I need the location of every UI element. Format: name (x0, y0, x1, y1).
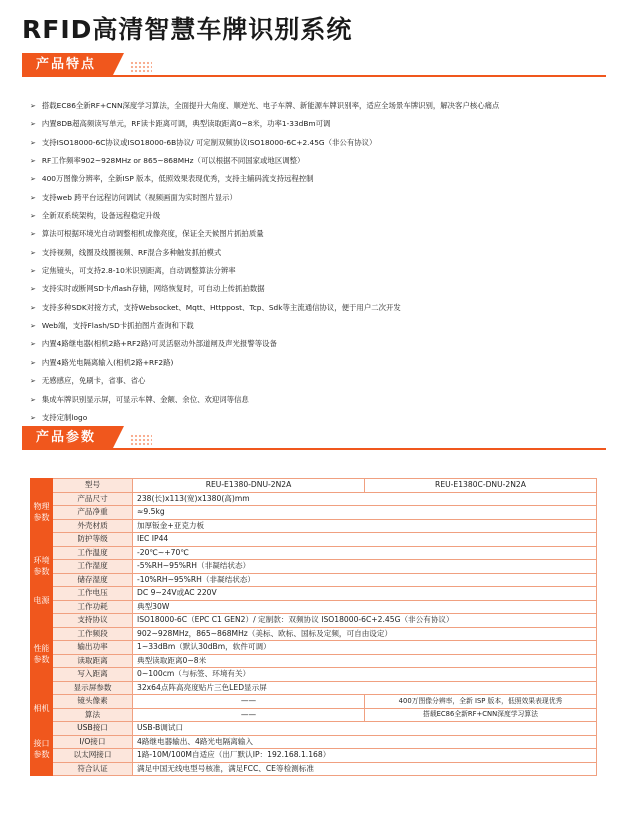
table-row (31, 479, 597, 493)
decorative-dots (130, 434, 152, 446)
feature-item (30, 262, 610, 280)
feature-text: 400万图像分辨率，全新ISP 版本，低照效果表现优秀，支持主辅码流支持远程控制 (41, 174, 314, 184)
bullet-arrow-icon: ➢ (30, 322, 36, 331)
bullet-arrow-icon: ➢ (30, 395, 36, 404)
spec-value: 典型读取距离0~8米 (133, 654, 597, 668)
table-row (31, 533, 597, 547)
spec-key: 以太网接口 (53, 749, 133, 763)
spec-value: -10%RH~95%RH（非凝结状态） (133, 573, 597, 587)
feature-text: 搭载EC86全新RF+CNN深度学习算法，全面提升大角度、顺逆光、电子车牌、新能源车牌识别率，适应全场景车牌识别，解决客户核心痛点 (41, 101, 500, 110)
bullet-arrow-icon: ➢ (30, 340, 36, 349)
table-row (31, 492, 597, 506)
spec-key: 工作功耗 (53, 600, 133, 614)
bullet-arrow-icon: ➢ (30, 230, 36, 239)
feature-item (30, 225, 610, 243)
feature-item (30, 354, 610, 372)
spec-key: 输出功率 (53, 641, 133, 655)
feature-text: 支持定制logo (41, 412, 88, 422)
spec-key: 符合认证 (53, 762, 133, 776)
feature-text: 支持视频，线圈及线圈视频、RF混合多种触发抓拍模式 (41, 247, 222, 257)
spec-key: USB接口 (53, 722, 133, 736)
table-row (31, 560, 597, 574)
spec-value: USB-B调试口 (133, 722, 597, 736)
feature-item (30, 391, 610, 409)
feature-item (30, 152, 610, 170)
spec-key: 工作频段 (53, 627, 133, 641)
feature-item (30, 299, 610, 317)
bullet-arrow-icon: ➢ (30, 285, 36, 294)
features-section-label: 产品特点 (22, 53, 112, 77)
group-label-interface: 接口参数 (31, 722, 53, 776)
spec-value: 0~100cm（与标签、环境有关） (133, 668, 597, 682)
feature-item (30, 97, 610, 115)
feature-text: 内置4路光电隔离输入(相机2路+RF2路) (41, 357, 174, 367)
feature-text: Web端，支持Flash/SD卡抓拍图片查询和下载 (41, 321, 194, 331)
table-row (31, 641, 597, 655)
decorative-dots (130, 61, 152, 73)
spec-value: 902~928MHz，865~868MHz（美标、欧标、国标及定频，可自由设定） (133, 627, 597, 641)
spec-value: REU-E1380-DNU-2N2A (133, 479, 365, 493)
spec-key: 工作电压 (53, 587, 133, 601)
spec-key: 产品净重 (53, 506, 133, 520)
spec-value: 238(长)x113(宽)x1380(高)mm (133, 492, 597, 506)
bullet-arrow-icon: ➢ (30, 120, 36, 129)
spec-key: 型号 (53, 479, 133, 493)
table-row (31, 587, 597, 601)
features-section-header (22, 53, 606, 77)
params-section-label: 产品参数 (22, 426, 112, 450)
spec-key: 读取距离 (53, 654, 133, 668)
bullet-arrow-icon: ➢ (30, 193, 36, 202)
feature-text: 支持web 跨平台远程访问调试（视频画面为实时图片显示） (41, 192, 237, 202)
table-row (31, 695, 597, 709)
feature-text: 内置8DB超高频读写单元，RF读卡距离可调，典型读取距离0~8米，功率1-33dBm可调 (41, 119, 331, 129)
spec-value: 加厚钣金+亚克力板 (133, 519, 597, 533)
params-section-header (22, 426, 606, 450)
spec-table (30, 478, 597, 776)
table-row (31, 708, 597, 722)
group-label-environment: 环境参数 (31, 546, 53, 587)
feature-text: 定焦镜头，可支持2.8-10米识别距离，自动调整算法分辨率 (41, 266, 236, 276)
table-row (31, 546, 597, 560)
group-label-performance: 性能参数 (31, 614, 53, 695)
spec-key: 工作温度 (53, 546, 133, 560)
feature-item (30, 409, 610, 427)
table-row (31, 762, 597, 776)
spec-value: —— (133, 695, 365, 709)
feature-item (30, 280, 610, 298)
spec-key: 防护等级 (53, 533, 133, 547)
bullet-arrow-icon: ➢ (30, 138, 36, 147)
feature-text: 支持ISO18000-6C协议或ISO18000-6B协议/ 可定制双频协议ISO18000-6C+2.45G（非公有协议） (41, 137, 377, 147)
spec-key: 镜头像素 (53, 695, 133, 709)
group-label-physical: 物理参数 (31, 479, 53, 547)
feature-item (30, 372, 610, 390)
spec-value: DC 9~24V或AC 220V (133, 587, 597, 601)
bullet-arrow-icon: ➢ (30, 248, 36, 257)
section-divider (22, 448, 606, 450)
table-row (31, 573, 597, 587)
feature-text: RF工作频率902~928MHz or 865~868MHz（可以根据不同国家或地区调整） (41, 156, 305, 166)
feature-item (30, 115, 610, 133)
bullet-arrow-icon: ➢ (30, 303, 36, 312)
page-title: RFID高清智慧车牌识别系统 (22, 15, 353, 44)
group-label-camera: 相机 (31, 695, 53, 722)
spec-value: ≈9.5kg (133, 506, 597, 520)
spec-value: -5%RH~95%RH（非凝结状态） (133, 560, 597, 574)
bullet-arrow-icon: ➢ (30, 358, 36, 367)
feature-item (30, 335, 610, 353)
bullet-arrow-icon: ➢ (30, 377, 36, 386)
spec-value: ISO18000-6C（EPC C1 GEN2）/ 定制款：双频协议 ISO18000-6C+2.45G（非公有协议） (133, 614, 597, 628)
feature-item (30, 317, 610, 335)
spec-value: 搭载EC86全新RF+CNN深度学习算法 (365, 708, 597, 722)
feature-text: 全新双系统架构，设备远程稳定升级 (41, 211, 161, 221)
feature-text: 无感感应，免刷卡，省事、省心 (41, 376, 146, 386)
feature-list (30, 97, 610, 427)
spec-key: 外壳材质 (53, 519, 133, 533)
bullet-arrow-icon: ➢ (30, 157, 36, 166)
spec-value: 典型30W (133, 600, 597, 614)
spec-value: 4路继电器输出、4路光电隔离输入 (133, 735, 597, 749)
feature-item (30, 207, 610, 225)
spec-key: 工作湿度 (53, 560, 133, 574)
table-row (31, 600, 597, 614)
features-section-tab-tail (112, 53, 124, 77)
bullet-arrow-icon: ➢ (30, 413, 36, 422)
table-row (31, 614, 597, 628)
spec-value: -20℃~+70℃ (133, 546, 597, 560)
section-divider (22, 75, 606, 77)
table-row (31, 722, 597, 736)
spec-key: 支持协议 (53, 614, 133, 628)
spec-key: 产品尺寸 (53, 492, 133, 506)
spec-value: 400万图像分辨率，全新 ISP 版本，低照效果表现优秀 (365, 695, 597, 709)
spec-value: 1~33dBm（默认30dBm，软件可调） (133, 641, 597, 655)
table-row (31, 519, 597, 533)
bullet-arrow-icon: ➢ (30, 212, 36, 221)
feature-item (30, 170, 610, 188)
feature-text: 算法可根据环境光自动调整相机成像亮度，保证全天候图片抓拍质量 (41, 229, 264, 239)
spec-value: 32x64点阵高亮度贴片三色LED显示屏 (133, 681, 597, 695)
feature-item (30, 244, 610, 262)
group-label-power: 电源 (31, 587, 53, 614)
spec-value: —— (133, 708, 365, 722)
spec-value: REU-E1380C-DNU-2N2A (365, 479, 597, 493)
feature-text: 支持实时或断网SD卡/flash存储，网络恢复时，可自动上传抓拍数据 (41, 284, 265, 294)
feature-text: 内置4路继电器(相机2路+RF2路)可灵活驱动外部道闸及声光报警等设备 (41, 339, 277, 349)
spec-value: 1路-10M/100M自适应（出厂默认IP：192.168.1.168） (133, 749, 597, 763)
spec-value: IEC IP44 (133, 533, 597, 547)
feature-item (30, 189, 610, 207)
table-row (31, 681, 597, 695)
table-row (31, 506, 597, 520)
table-row (31, 749, 597, 763)
spec-key: 显示屏参数 (53, 681, 133, 695)
bullet-arrow-icon: ➢ (30, 267, 36, 276)
spec-value: 满足中国无线电型号核准，满足FCC、CE等检测标准 (133, 762, 597, 776)
spec-key: I/O接口 (53, 735, 133, 749)
table-row (31, 735, 597, 749)
spec-key: 写入距离 (53, 668, 133, 682)
table-row (31, 627, 597, 641)
bullet-arrow-icon: ➢ (30, 102, 36, 110)
bullet-arrow-icon: ➢ (30, 175, 36, 184)
feature-text: 支持多种SDK对接方式，支持Websocket、Mqtt、Httppost、Tcp、Sdk等主流通信协议，便于用户二次开发 (41, 302, 401, 312)
feature-text: 集成车牌识别显示屏，可显示车牌、金额、余位、欢迎词等信息 (41, 394, 249, 404)
table-row (31, 668, 597, 682)
params-section-tab-tail (112, 426, 124, 450)
feature-item (30, 134, 610, 152)
spec-key: 储存湿度 (53, 573, 133, 587)
spec-key: 算法 (53, 708, 133, 722)
table-row (31, 654, 597, 668)
